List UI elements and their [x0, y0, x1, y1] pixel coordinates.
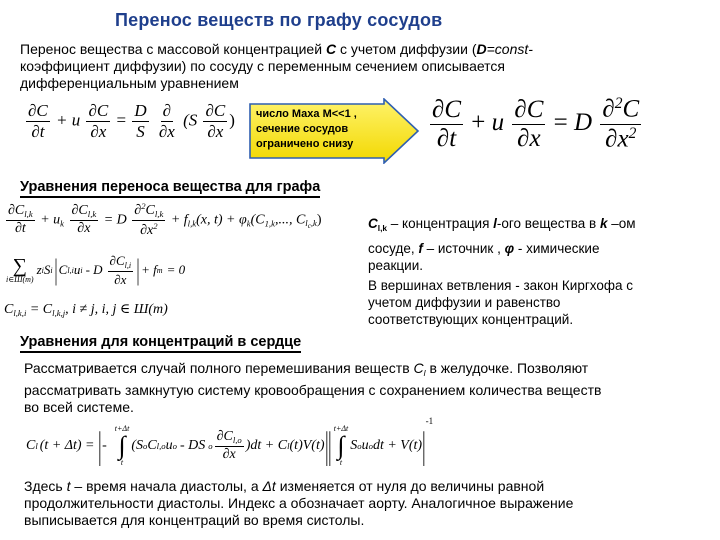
heart-line-1: Рассматривается случай полного перемешивания веществ $C_l$ в желудочке. Позволяют — [24, 360, 589, 379]
page-title: Перенос веществ по графу сосудов — [115, 10, 443, 30]
heart-line-3: во всей системе. — [24, 399, 134, 416]
equation-variable-section: $\frac{\partial C}{\partial t}$ + u $\frac{\partial C}{\partial x}$ = $\frac{D}{S}$ $\frac{\partial}{\partial x}$ (S $\frac{\partial C}{\partial x}$ ) — [28, 101, 235, 141]
graph-equation-kirchhoff: ∑ i∈Ш(m) z i S i | C l,i u i - D $\frac{\partial C_{l,i}}{\partial x}$ | + f m = 0 — [6, 252, 186, 287]
desc-line-5: учетом диффузии и равенство — [368, 294, 561, 310]
intro-line-1: Перенос вещества с массовой концентрацией С с учетом диффузии (D=const- — [20, 41, 533, 57]
graph-equation-continuity: $C_{l,k,i} = C_{l,k,j}$, i ≠ j, i, j ∈ Ш(m) — [4, 302, 168, 319]
footer-line-2: продолжительности диастолы. Индекс a обозначает аорту. Аналогичное выражение — [24, 495, 574, 511]
equation-diffusion: $\frac{\partial C}{\partial t}$ + u $\frac{\partial C}{\partial x}$ = D $\frac{\partial^2C}{\partial x^2}$ — [432, 95, 640, 153]
graph-description — [368, 215, 713, 328]
heart-line-2: рассматривать замкнутую систему кровообращения с сохранением количества веществ — [24, 382, 602, 399]
intro-line-2: коэффициент диффузии) по сосуду с переменным сечением описывается — [20, 58, 506, 74]
intro-paragraph — [20, 41, 710, 92]
graph-equation-transport: $\frac{\partial C_{l,k}}{\partial t}$ + $u_k$ $\frac{\partial C_{l,k}}{\partial x}$ = D $\frac{\partial^2C_{l,k}}{\partial x^2}$ + $f_{l,k}(x$, $t) + \varphi_k(C_{1,k}$,..., $C_{l_c,k}$) — [8, 201, 322, 238]
desc-line-4: В вершинах ветвления - закон Киргхофа с — [368, 277, 633, 293]
section-graph-header: Уравнения переноса вещества для графа — [20, 179, 320, 198]
desc-line-3: реакции. — [368, 257, 423, 273]
section-heart-header: Уравнения для концентраций в сердце — [20, 334, 301, 353]
heart-concentration-equation: C l (t + Δt) = | - t+Δt ∫ t (S o C l,o u o - DS o $\frac{\partial C_{l,o}}{\partial x}$ )dt + C l (t)V(t) | | t+Δt ∫ t S o u o dt + V(t) | -1 — [26, 416, 434, 467]
heart-paragraph — [24, 360, 714, 416]
intro-line-3: дифференциальным уравнением — [20, 75, 239, 91]
desc-line-2: сосуде, f – источник , φ - химические — [368, 240, 600, 256]
callout-text: число Маха M<<1 , сечение сосудов ограничено снизу — [256, 108, 357, 150]
assumption-callout-arrow — [248, 98, 420, 164]
footer-paragraph — [24, 478, 714, 529]
desc-line-6: соответствующих концентраций. — [368, 311, 574, 327]
footer-line-3: выписывается для концентраций во время систолы. — [24, 512, 365, 528]
desc-line-1: $C_{l,k}$ – концентрация l-ого вещества в k –ом — [368, 216, 636, 233]
footer-line-1: Здесь t – время начала диастолы, а Δt изменяется от нуля до величины равной — [24, 478, 545, 494]
